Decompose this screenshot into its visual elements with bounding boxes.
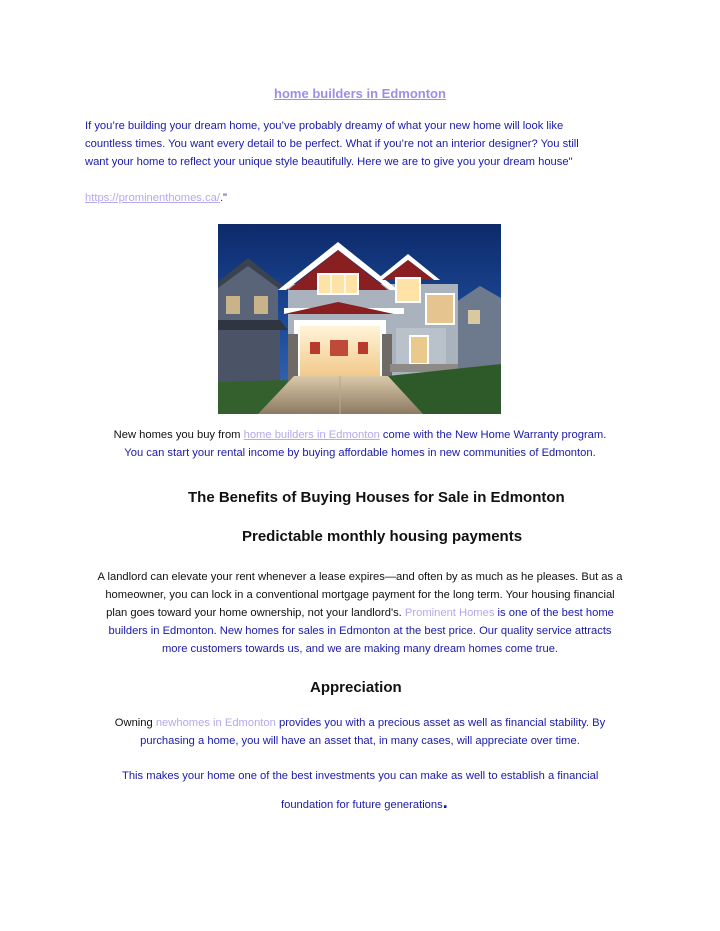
intro-line: countless times. You want every detail to be perfect. What if you’re not an interior designer? You still (85, 138, 579, 150)
appreciation-post: provides you with a precious asset as well as financial stability. By (275, 717, 606, 729)
prominent-homes-link[interactable]: Prominent Homes (404, 607, 495, 619)
payments-line: more customers towards us, and we are making many dream homes come true. (161, 643, 559, 655)
closing-period: . (442, 792, 448, 812)
intro-paragraph (85, 117, 685, 171)
appreciation-pre: Owning (114, 717, 156, 729)
caption-line (0, 426, 720, 444)
payments-line: A landlord can elevate your rent whenever a lease expires—and often by as much as he pleases. But as a (97, 571, 623, 583)
heading-payments: Predictable monthly housing payments (242, 528, 523, 545)
caption-line: You can start your rental income by buying affordable homes in new communities of Edmonton. (124, 447, 596, 459)
payments-line (0, 604, 720, 622)
payments-line: builders in Edmonton. New homes for sales in Edmonton at the best price. Our quality service attracts (108, 625, 612, 637)
payments-line: homeowner, you can lock in a conventional mortgage payment for the long term. Your housing financial (105, 589, 615, 601)
photo-caption (0, 426, 720, 462)
caption-link[interactable]: home builders in Edmonton (243, 429, 380, 441)
url-line (85, 189, 227, 207)
title-link[interactable]: home builders in Edmonton (274, 86, 446, 101)
intro-line: want your home to reflect your unique style beautifully. Here we are to give you your dream house" (85, 156, 573, 168)
appreciation-paragraph (0, 714, 720, 750)
caption-pre: New homes you buy from (113, 429, 244, 441)
payments-paragraph (0, 568, 720, 658)
newhomes-link[interactable]: newhomes in Edmonton (155, 717, 276, 729)
url-suffix: ." (219, 192, 228, 204)
payments-line3-post: is one of the best home (494, 607, 614, 619)
payments-line3-pre: plan goes toward your home ownership, not your landlord's. (106, 607, 405, 619)
appreciation-line (0, 714, 720, 732)
heading-appreciation: Appreciation (310, 679, 402, 696)
closing-text: foundation for future generations (281, 799, 443, 811)
url-link[interactable]: https://prominenthomes.ca/ (85, 192, 220, 204)
closing-line1: This makes your home one of the best investments you can make as well to establish a financial (122, 770, 599, 782)
appreciation-line: purchasing a home, you will have an asset that, in many cases, will appreciate over time. (140, 735, 580, 747)
closing-line2 (281, 793, 448, 814)
caption-post: come with the New Home Warranty program. (379, 429, 607, 441)
house-photo (218, 224, 501, 414)
heading-benefits: The Benefits of Buying Houses for Sale in Edmonton (188, 489, 565, 506)
intro-line: If you’re building your dream home, you’ve probably dreamy of what your new home will look like (85, 120, 564, 132)
